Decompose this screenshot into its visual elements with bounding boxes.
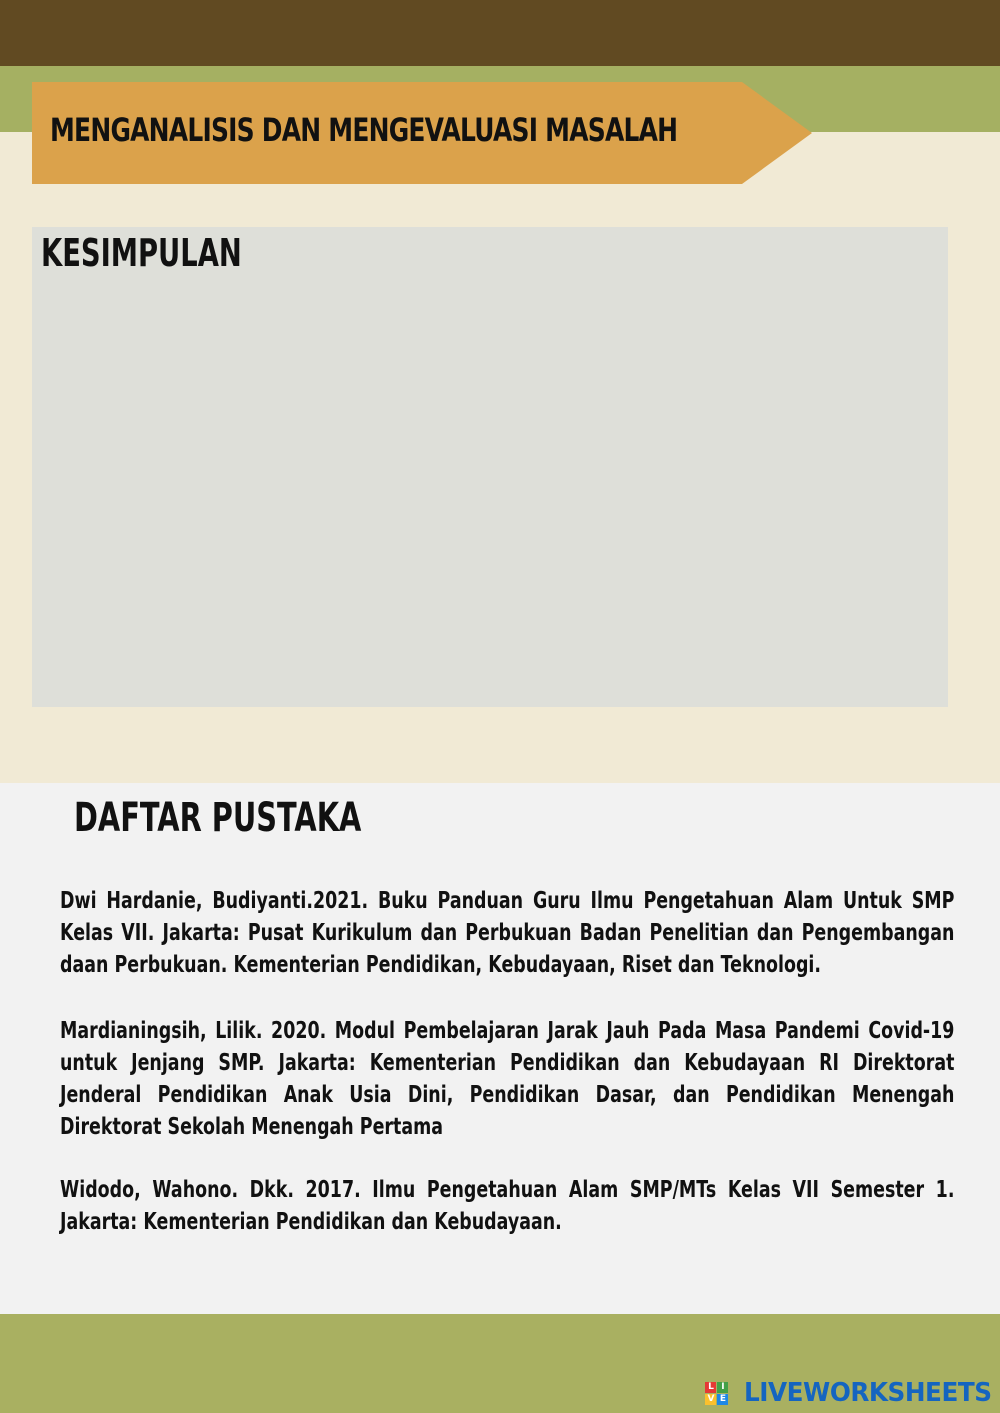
brand-name: LIVEWORKSHEETS <box>744 1378 992 1408</box>
reference-item: Dwi Hardanie, Budiyanti.2021. Buku Panduan Guru Ilmu Pengetahuan Alam Untuk SMP Kelas VII. Jakarta: Pusat Kurikulum dan Perbukuan Badan Penelitian dan Pengembangan daan Perbukuan. Kementerian Pendidikan, Kebudayaan, Riset dan Teknologi. <box>60 888 955 978</box>
top-band <box>0 0 1000 66</box>
logo-letter: L <box>705 1382 716 1393</box>
logo-letter: E <box>717 1394 728 1405</box>
references-heading: DAFTAR PUSTAKA <box>74 795 362 841</box>
logo-letter: I <box>717 1382 728 1393</box>
conclusion-label: KESIMPULAN <box>41 231 242 275</box>
conclusion-answer-box[interactable] <box>32 227 948 707</box>
liveworksheets-logo-icon <box>705 1382 728 1405</box>
reference-item: Mardianingsih, Lilik. 2020. Modul Pembelajaran Jarak Jauh Pada Masa Pandemi Covid-19 untuk Jenjang SMP. Jakarta: Kementerian Pendidikan dan Kebudayaan RI Direktorat Jenderal Pendidikan Anak Usia Dini, Pendidikan Dasar, dan Pendidikan Menengah Direktorat Sekolah Menengah Pertama <box>60 1018 955 1140</box>
page-title: MENGANALISIS DAN MENGEVALUASI MASALAH <box>50 111 678 149</box>
liveworksheets-brand <box>705 1375 992 1411</box>
reference-item: Widodo, Wahono. Dkk. 2017. Ilmu Pengetahuan Alam SMP/MTs Kelas VII Semester 1. Jakarta: Kementerian Pendidikan dan Kebudayaan. <box>60 1177 955 1235</box>
logo-letter: V <box>705 1394 716 1405</box>
